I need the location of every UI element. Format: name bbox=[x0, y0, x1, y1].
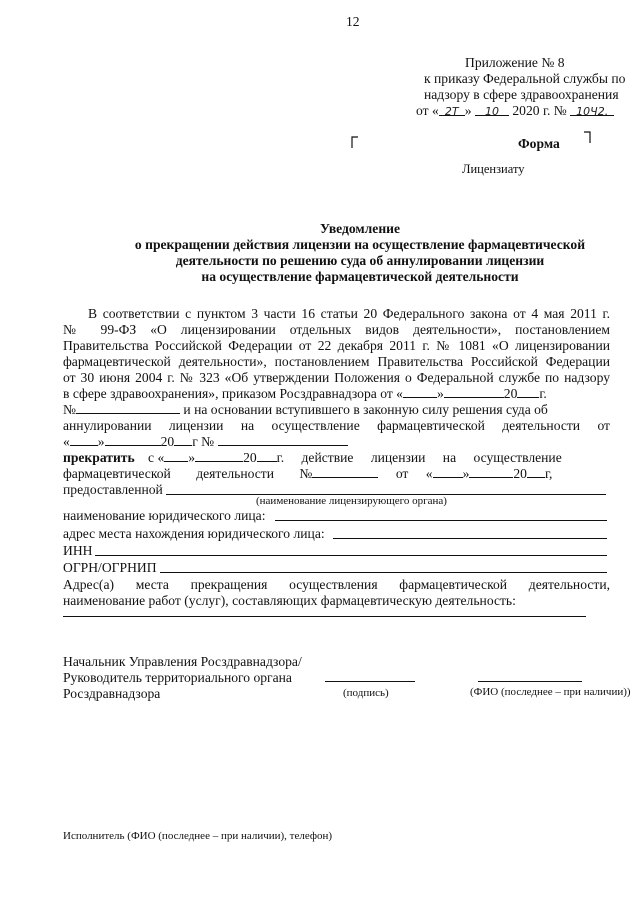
activity-address-line-2: наименование работ (услуг), составляющих фармацевтическую деятельность: bbox=[63, 593, 516, 608]
body-line-6 bbox=[63, 386, 547, 402]
recipient-label: Лицензиату bbox=[462, 162, 525, 176]
body-line-10-year: 20 bbox=[243, 450, 257, 465]
license-day-field[interactable] bbox=[433, 466, 463, 478]
order-day-field[interactable] bbox=[403, 386, 437, 398]
appendix-date-line bbox=[416, 103, 614, 119]
body-line-1: В соответствии с пунктом 3 части 16 статьи 20 Федерального закона от 4 мая 2011 г. bbox=[88, 306, 610, 321]
notice-title: Уведомление bbox=[319, 221, 401, 236]
inn-field[interactable] bbox=[95, 555, 607, 556]
license-number-field[interactable] bbox=[312, 466, 378, 478]
body-line-9-year: 20 bbox=[160, 434, 175, 449]
order-year-field[interactable] bbox=[517, 386, 539, 398]
body-line-5: от 30 июня 2004 г. № 323 «Об утверждении Положения о Федеральной службе по надзору bbox=[63, 370, 610, 385]
appendix-order-number: 10Ч2. bbox=[570, 104, 614, 116]
appendix-date-mid: » bbox=[464, 103, 472, 118]
appendix-date-month: 10 bbox=[475, 104, 509, 116]
termination-year-field[interactable] bbox=[257, 450, 277, 462]
body-line-11-g: г, bbox=[544, 466, 553, 481]
body-line-4: фармацевтической деятельности», постановлением Правительства Российской Федерации bbox=[63, 354, 610, 369]
body-line-6-text: в сфере здравоохранения», приказом Росздравнадзора от « bbox=[63, 386, 403, 401]
signatory-fio-field[interactable] bbox=[478, 681, 582, 682]
body-line-6-quote: » bbox=[436, 386, 444, 401]
activity-address-line-1: Адрес(а) места прекращения осуществления фармацевтической деятельности, bbox=[63, 577, 610, 592]
signature-field[interactable] bbox=[325, 681, 415, 682]
corner-bracket-left-icon bbox=[351, 136, 359, 148]
license-month-field[interactable] bbox=[469, 466, 513, 478]
signature-caption: (подпись) bbox=[343, 687, 389, 699]
court-month-field[interactable] bbox=[105, 434, 161, 446]
body-line-11-text: фармацевтической деятельности № bbox=[63, 466, 313, 481]
page-number: 12 bbox=[346, 14, 360, 29]
court-day-field[interactable] bbox=[70, 434, 98, 446]
appendix-line-3: надзору в сфере здравоохранения bbox=[424, 87, 619, 102]
signatory-line-2: Руководитель территориального органа bbox=[63, 670, 292, 685]
body-line-2: № 99-ФЗ «О лицензировании отдельных видов деятельности», постановлением bbox=[63, 322, 610, 337]
corner-bracket-right-icon bbox=[583, 131, 591, 143]
body-line-7-no: № bbox=[63, 402, 76, 417]
body-line-9-quote-close: » bbox=[97, 434, 105, 449]
executor-label: Исполнитель (ФИО (последнее – при наличии), телефон) bbox=[63, 830, 333, 842]
body-line-8: аннулировании лицензии на осуществление фармацевтической деятельности от bbox=[63, 418, 610, 433]
legal-name-field[interactable] bbox=[275, 520, 607, 521]
license-year-field[interactable] bbox=[527, 466, 545, 478]
body-line-6-g: г. bbox=[539, 386, 547, 401]
body-line-10-quote: » bbox=[188, 450, 196, 465]
inn-label: ИНН bbox=[63, 543, 93, 558]
signatory-line-3: Росздравнадзора bbox=[63, 686, 161, 701]
activity-address-field[interactable] bbox=[63, 616, 586, 617]
order-number-field[interactable] bbox=[76, 402, 180, 414]
court-number-field[interactable] bbox=[218, 434, 348, 446]
body-line-7-text: и на основании вступившего в законную силу решения суда об bbox=[183, 402, 548, 417]
appendix-date-year: 2020 г. № bbox=[512, 103, 567, 118]
legal-address-field[interactable] bbox=[333, 538, 607, 539]
signatory-line-1: Начальник Управления Росздравнадзора/ bbox=[63, 654, 302, 669]
appendix-line-2: к приказу Федеральной службы по bbox=[424, 71, 626, 86]
ogrn-label: ОГРН/ОГРНИП bbox=[63, 560, 157, 575]
notice-subtitle-1: о прекращении действия лицензии на осуществление фармацевтической bbox=[134, 237, 586, 252]
notice-subtitle-3: на осуществление фармацевтической деятельности bbox=[201, 269, 519, 284]
termination-day-field[interactable] bbox=[164, 450, 188, 462]
termination-month-field[interactable] bbox=[195, 450, 243, 462]
body-line-11 bbox=[63, 466, 552, 482]
appendix-date-prefix: от « bbox=[416, 103, 439, 118]
order-month-field[interactable] bbox=[444, 386, 504, 398]
legal-address-label: адрес места нахождения юридического лица: bbox=[63, 526, 325, 541]
signatory-fio-caption: (ФИО (последнее – при наличии)) bbox=[470, 686, 631, 698]
body-line-11-year: 20 bbox=[513, 466, 527, 481]
body-line-3: Правительства Российской Федерации от 22 декабря 2011 г. № 1081 «О лицензировании bbox=[63, 338, 610, 353]
notice-subtitle-2: деятельности по решению суда об аннулировании лицензии bbox=[175, 253, 545, 268]
body-line-9-g: г № bbox=[192, 434, 215, 449]
form-label: Форма bbox=[518, 136, 560, 151]
body-line-11-quote: » bbox=[462, 466, 470, 481]
body-line-9-quote-open: « bbox=[63, 434, 70, 449]
body-line-10-text: г. действие лицензии на осуществление bbox=[276, 450, 562, 465]
body-line-9 bbox=[63, 434, 348, 450]
court-year-field[interactable] bbox=[174, 434, 192, 446]
body-line-12: предоставленной bbox=[63, 482, 163, 497]
body-line-6-year: 20 bbox=[503, 386, 518, 401]
appendix-line-1: Приложение № 8 bbox=[465, 55, 565, 70]
body-line-10-from: с « bbox=[148, 450, 165, 465]
terminate-keyword: прекратить bbox=[63, 450, 135, 465]
legal-name-label: наименование юридического лица: bbox=[63, 508, 266, 523]
appendix-date-day: 2Т bbox=[439, 104, 465, 116]
ogrn-field[interactable] bbox=[160, 572, 607, 573]
body-line-10 bbox=[63, 450, 610, 466]
body-line-11-from: от « bbox=[395, 466, 433, 481]
licensing-authority-caption: (наименование лицензирующего органа) bbox=[256, 495, 447, 507]
body-line-7 bbox=[63, 402, 548, 418]
